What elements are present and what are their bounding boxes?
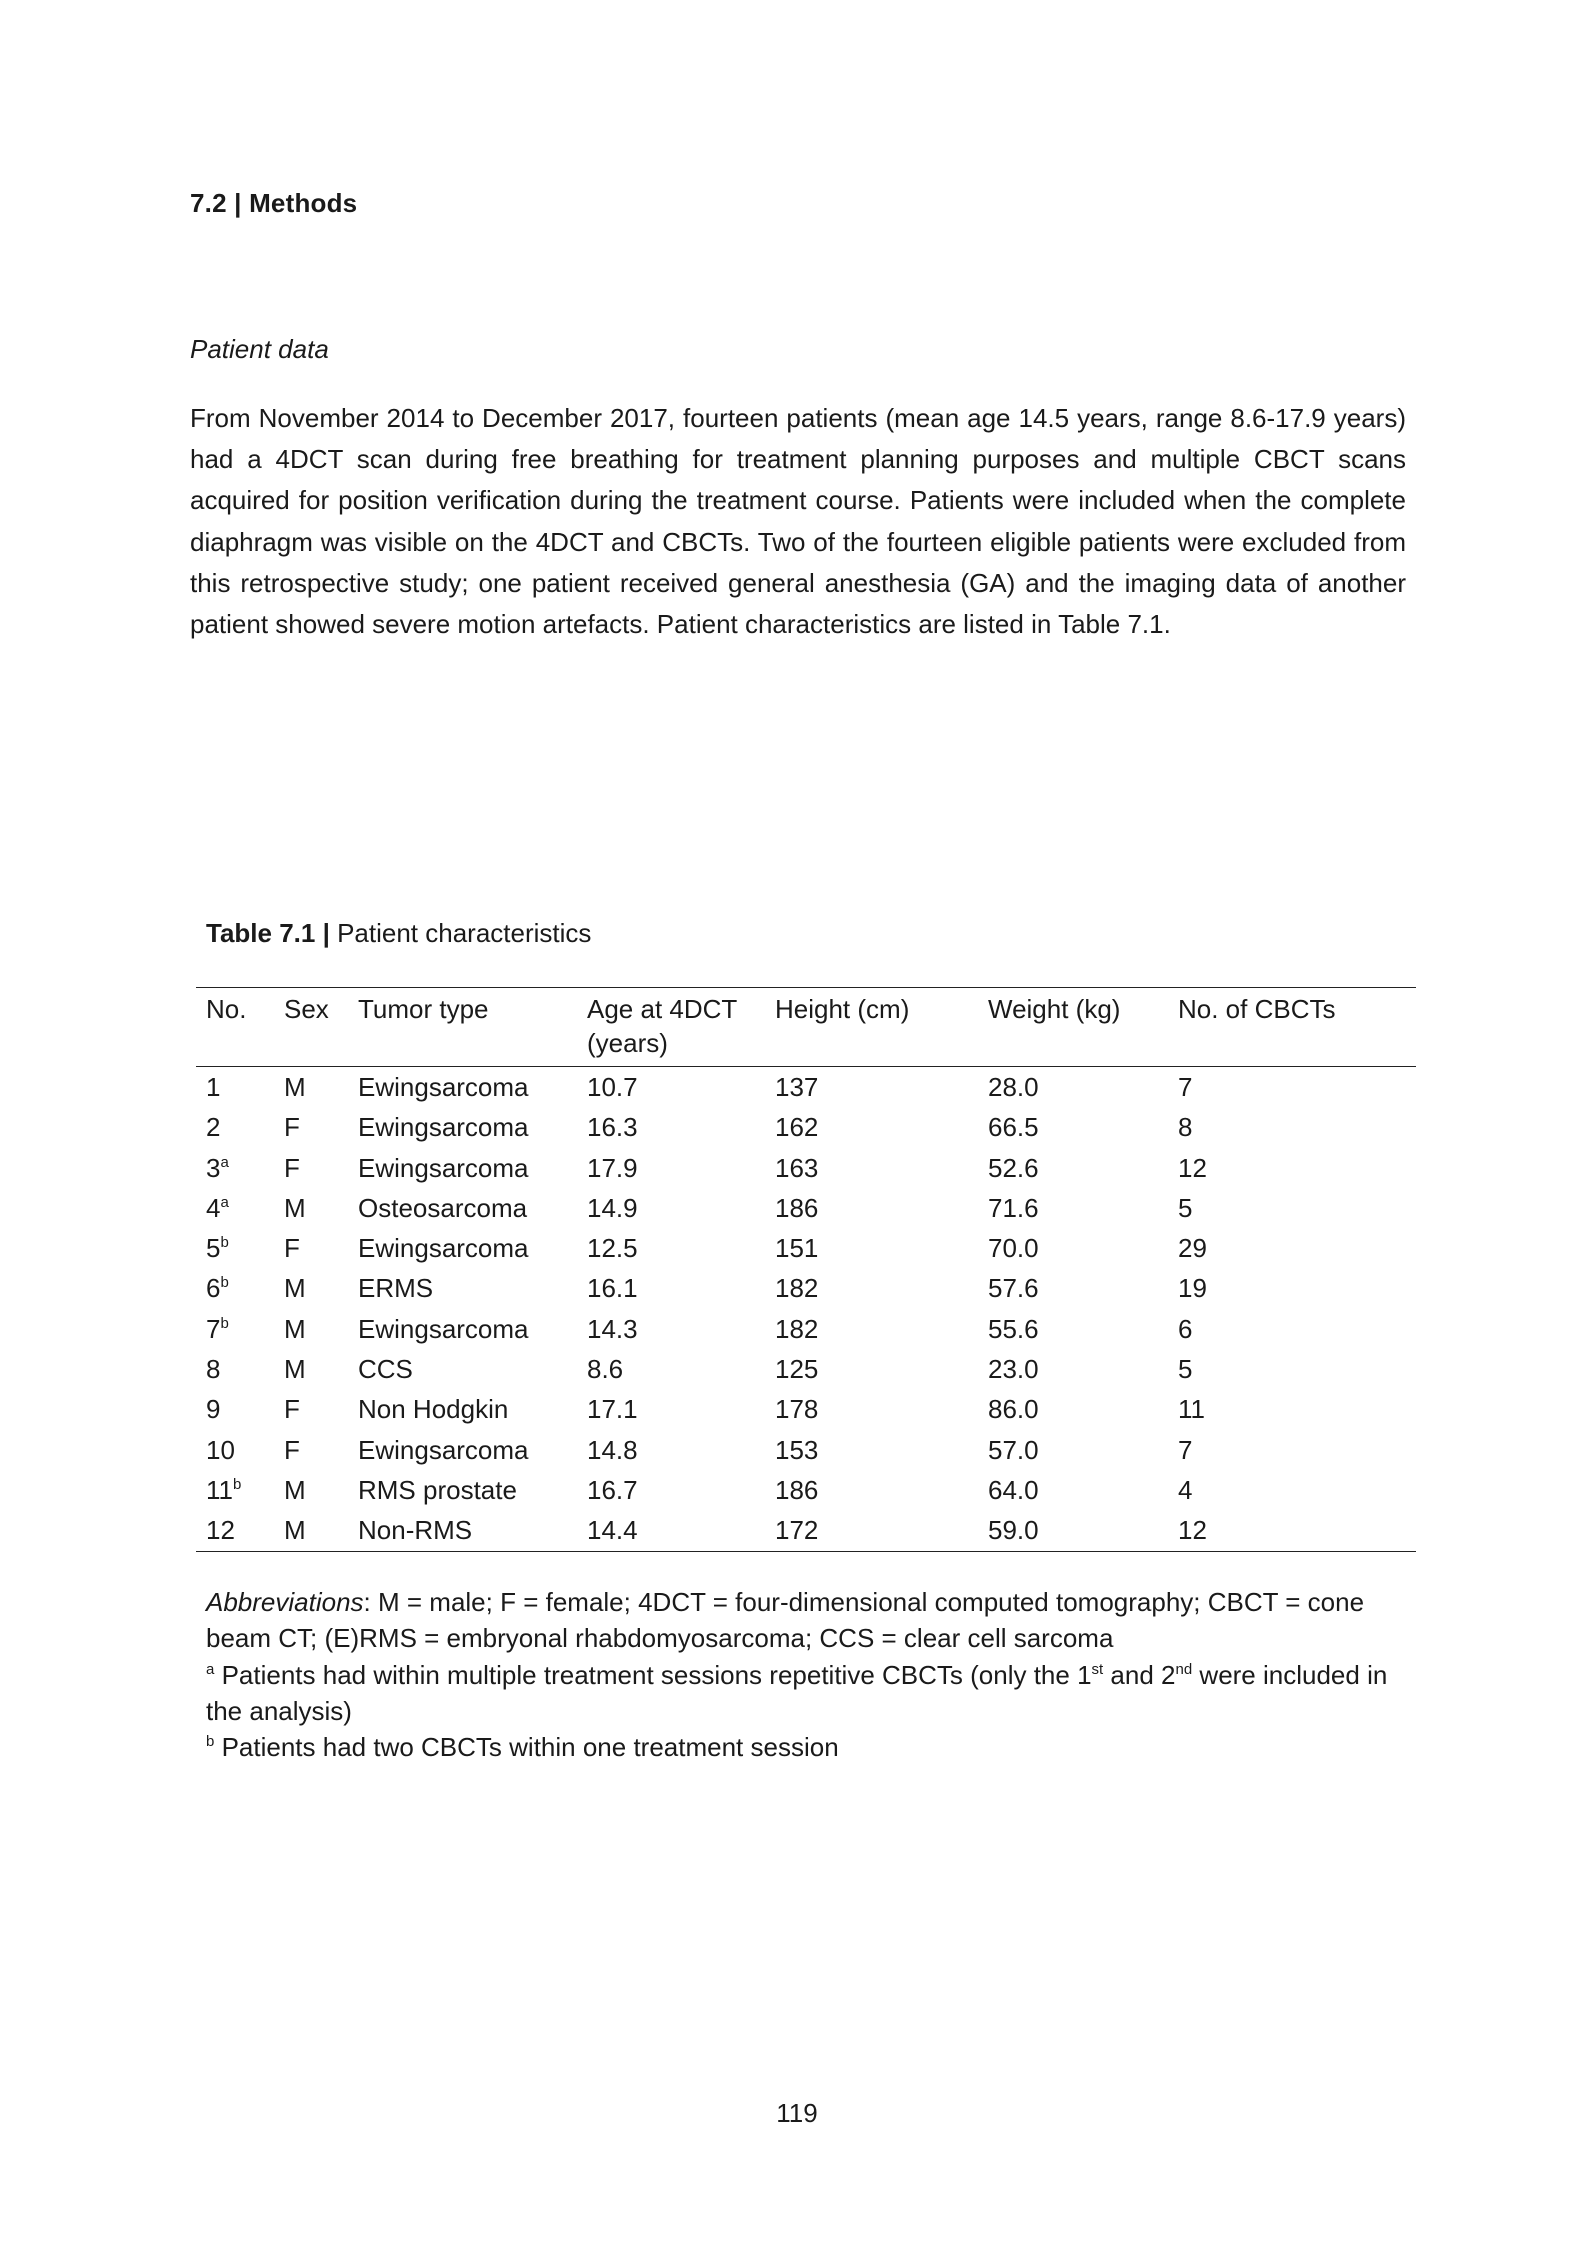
patient-data-subheading: Patient data <box>190 334 329 364</box>
cell-no <box>196 1268 274 1308</box>
cell-tumor: ERMS <box>358 1273 434 1304</box>
cell-no <box>196 1470 274 1510</box>
cell-tumor: Ewingsarcoma <box>358 1313 529 1344</box>
footnote-b-text: Patients had two CBCTs within one treatment session <box>214 1732 839 1763</box>
cell-sex: M <box>284 1354 306 1385</box>
table-row <box>196 1148 1416 1188</box>
cell-no <box>196 1349 274 1389</box>
page-number: 119 <box>776 2098 818 2128</box>
cell-age: 14.9 <box>587 1192 638 1223</box>
table-header-row <box>196 988 1416 1067</box>
cell-weight: 66.5 <box>988 1112 1039 1143</box>
cell-no-footnote-mark: b <box>220 1274 229 1292</box>
table-row <box>196 1228 1416 1268</box>
cell-tumor: RMS prostate <box>358 1474 517 1505</box>
cell-height: 182 <box>775 1313 819 1344</box>
table-caption-text: Patient characteristics <box>337 918 592 948</box>
cell-no-value: 1 <box>206 1072 221 1102</box>
section-heading: 7.2 | Methods <box>190 188 358 218</box>
cell-no <box>196 1067 274 1108</box>
cell-cbcts: 7 <box>1178 1072 1193 1102</box>
abbreviations-note <box>206 1584 1416 1657</box>
cell-age: 14.3 <box>587 1313 638 1344</box>
cell-tumor: Non-RMS <box>348 1510 577 1551</box>
cell-no-value: 9 <box>206 1394 221 1425</box>
cell-sex: F <box>284 1152 300 1183</box>
cell-weight: 64.0 <box>988 1474 1039 1505</box>
cell-no-footnote-mark: b <box>220 1234 229 1252</box>
cell-height: 182 <box>775 1273 819 1304</box>
cell-sex: M <box>284 1072 306 1102</box>
cell-cbcts: 19 <box>1178 1273 1207 1304</box>
cell-sex: F <box>284 1434 300 1465</box>
cell-height: 178 <box>775 1394 819 1425</box>
footnote-b <box>206 1729 1416 1765</box>
footnote-a-sup-1: st <box>1091 1660 1104 1678</box>
cell-height: 172 <box>765 1510 978 1551</box>
cell-weight: 57.6 <box>988 1273 1039 1304</box>
table-row <box>196 1349 1416 1389</box>
cell-tumor: Non Hodgkin <box>358 1394 509 1425</box>
cell-height: 153 <box>775 1434 819 1465</box>
cell-no-footnote-mark: b <box>233 1475 242 1493</box>
cell-tumor: Ewingsarcoma <box>358 1233 529 1264</box>
table-caption <box>206 918 591 949</box>
cell-cbcts: 8 <box>1178 1112 1193 1143</box>
cell-cbcts: 6 <box>1178 1313 1193 1344</box>
cell-no-value: 4 <box>206 1192 221 1223</box>
cell-tumor: Ewingsarcoma <box>358 1072 529 1102</box>
header-age <box>577 988 765 1067</box>
cell-no-footnote-mark: a <box>220 1153 229 1171</box>
cell-sex: F <box>284 1394 300 1425</box>
cell-no-value: 3 <box>206 1152 221 1183</box>
cell-sex: M <box>284 1313 306 1344</box>
patient-characteristics-table <box>196 987 1416 1552</box>
cell-height: 137 <box>775 1072 819 1102</box>
footnote-a-mark: a <box>206 1660 215 1678</box>
cell-age: 16.7 <box>587 1474 638 1505</box>
footnote-a-text-2: and 2 <box>1103 1659 1176 1690</box>
cell-cbcts: 11 <box>1178 1394 1205 1425</box>
cell-weight: 23.0 <box>988 1354 1039 1385</box>
cell-no <box>196 1510 274 1551</box>
cell-cbcts: 12 <box>1178 1152 1207 1183</box>
cell-tumor: Ewingsarcoma <box>358 1434 529 1465</box>
cell-weight: 70.0 <box>988 1233 1039 1264</box>
patient-characteristics-table-wrap <box>196 987 1416 1552</box>
cell-age: 17.1 <box>587 1394 638 1425</box>
cell-age: 17.9 <box>587 1152 638 1183</box>
cell-cbcts: 4 <box>1178 1474 1193 1505</box>
cell-cbcts: 7 <box>1178 1434 1193 1465</box>
table-body <box>196 1067 1416 1552</box>
cell-age: 16.3 <box>587 1112 638 1143</box>
cell-no-value: 7 <box>206 1313 221 1344</box>
cell-sex: M <box>284 1273 306 1304</box>
cell-no-value: 8 <box>206 1354 221 1385</box>
cell-no-value: 5 <box>206 1233 221 1264</box>
header-no: No. <box>196 988 274 1067</box>
cell-no <box>196 1148 274 1188</box>
cell-no-value: 6 <box>206 1273 221 1304</box>
table-row <box>196 1188 1416 1228</box>
header-age-line2: (years) <box>587 1028 668 1058</box>
cell-no <box>196 1430 274 1470</box>
table-notes <box>206 1584 1416 1765</box>
cell-cbcts: 29 <box>1178 1233 1207 1264</box>
cell-no <box>196 1228 274 1268</box>
table-row <box>196 1268 1416 1308</box>
header-sex: Sex <box>274 988 348 1067</box>
cell-weight: 28.0 <box>988 1072 1039 1102</box>
header-height: Height (cm) <box>765 988 978 1067</box>
cell-cbcts: 12 <box>1168 1510 1416 1551</box>
cell-height: 125 <box>775 1354 819 1385</box>
header-age-line1: Age at 4DCT <box>587 994 738 1024</box>
cell-no-footnote-mark: a <box>220 1193 229 1211</box>
footnote-a-text-3: were included in the analysis) <box>206 1659 1388 1726</box>
cell-no <box>196 1107 274 1147</box>
cell-weight: 59.0 <box>978 1510 1168 1551</box>
cell-height: 162 <box>775 1112 819 1143</box>
footnote-a-sup-2: nd <box>1175 1660 1193 1678</box>
table-row <box>196 1510 1416 1551</box>
cell-no-value: 11 <box>206 1474 233 1505</box>
table-caption-label: Table 7.1 | <box>206 918 330 948</box>
header-tumor-type: Tumor type <box>348 988 577 1067</box>
cell-cbcts: 5 <box>1178 1354 1193 1385</box>
cell-cbcts: 5 <box>1178 1192 1193 1223</box>
cell-sex: M <box>284 1474 306 1505</box>
cell-tumor: Ewingsarcoma <box>358 1152 529 1183</box>
cell-no <box>196 1188 274 1228</box>
cell-weight: 52.6 <box>988 1152 1039 1183</box>
footnote-b-mark: b <box>206 1733 215 1751</box>
header-cbcts: No. of CBCTs <box>1168 988 1416 1067</box>
cell-height: 186 <box>775 1474 819 1505</box>
table-row <box>196 1430 1416 1470</box>
cell-no <box>196 1389 274 1429</box>
cell-no-value: 10 <box>206 1434 235 1465</box>
cell-height: 186 <box>775 1192 819 1223</box>
cell-no-footnote-mark: b <box>220 1314 229 1332</box>
cell-sex: F <box>284 1112 300 1143</box>
abbreviations-text: : M = male; F = female; 4DCT = four-dimensional computed tomography; CBCT = cone beam CT; (E)RMS = embryonal rhabdomyosarcoma; CCS = clear cell sarcoma <box>206 1587 1365 1654</box>
cell-no-value: 12 <box>206 1515 235 1546</box>
cell-sex: F <box>284 1233 300 1264</box>
table-row <box>196 1470 1416 1510</box>
cell-weight: 71.6 <box>988 1192 1039 1223</box>
footnote-a-text-1: Patients had within multiple treatment sessions repetitive CBCTs (only the 1 <box>214 1659 1092 1690</box>
cell-sex: M <box>284 1192 306 1223</box>
table-row <box>196 1389 1416 1429</box>
cell-weight: 57.0 <box>988 1434 1039 1465</box>
cell-weight: 86.0 <box>988 1394 1039 1425</box>
cell-tumor: Ewingsarcoma <box>358 1112 529 1143</box>
patient-data-paragraph: From November 2014 to December 2017, fourteen patients (mean age 14.5 years, range 8.6-17.9 years) had a 4DCT scan during free breathing for treatment planning purposes and multiple CBCT scans acquired for position verification during the treatment course. Patients were included when the complete diaphragm was visible on the 4DCT and CBCTs. Two of the fourteen eligible patients were excluded from this retrospective study; one patient received general anesthesia (GA) and the imaging data of another patient showed severe motion artefacts. Patient characteristics are listed in Table 7.1. <box>190 403 1406 640</box>
abbreviations-label: Abbreviations <box>206 1587 364 1617</box>
cell-no-value: 2 <box>206 1112 221 1143</box>
cell-age: 10.7 <box>587 1072 638 1102</box>
cell-age: 14.4 <box>577 1510 765 1551</box>
cell-height: 163 <box>775 1152 819 1183</box>
table-row <box>196 1067 1416 1108</box>
table-row <box>196 1107 1416 1147</box>
cell-tumor: Osteosarcoma <box>358 1192 528 1223</box>
cell-age: 14.8 <box>587 1434 638 1465</box>
footnote-a <box>206 1657 1416 1730</box>
cell-weight: 55.6 <box>988 1313 1039 1344</box>
cell-sex: M <box>274 1510 348 1551</box>
table-row <box>196 1309 1416 1349</box>
cell-tumor: CCS <box>358 1354 413 1385</box>
cell-no <box>196 1309 274 1349</box>
cell-age: 12.5 <box>587 1233 638 1264</box>
cell-age: 16.1 <box>587 1273 638 1304</box>
header-weight: Weight (kg) <box>978 988 1168 1067</box>
cell-age: 8.6 <box>587 1354 624 1385</box>
cell-height: 151 <box>775 1233 819 1264</box>
